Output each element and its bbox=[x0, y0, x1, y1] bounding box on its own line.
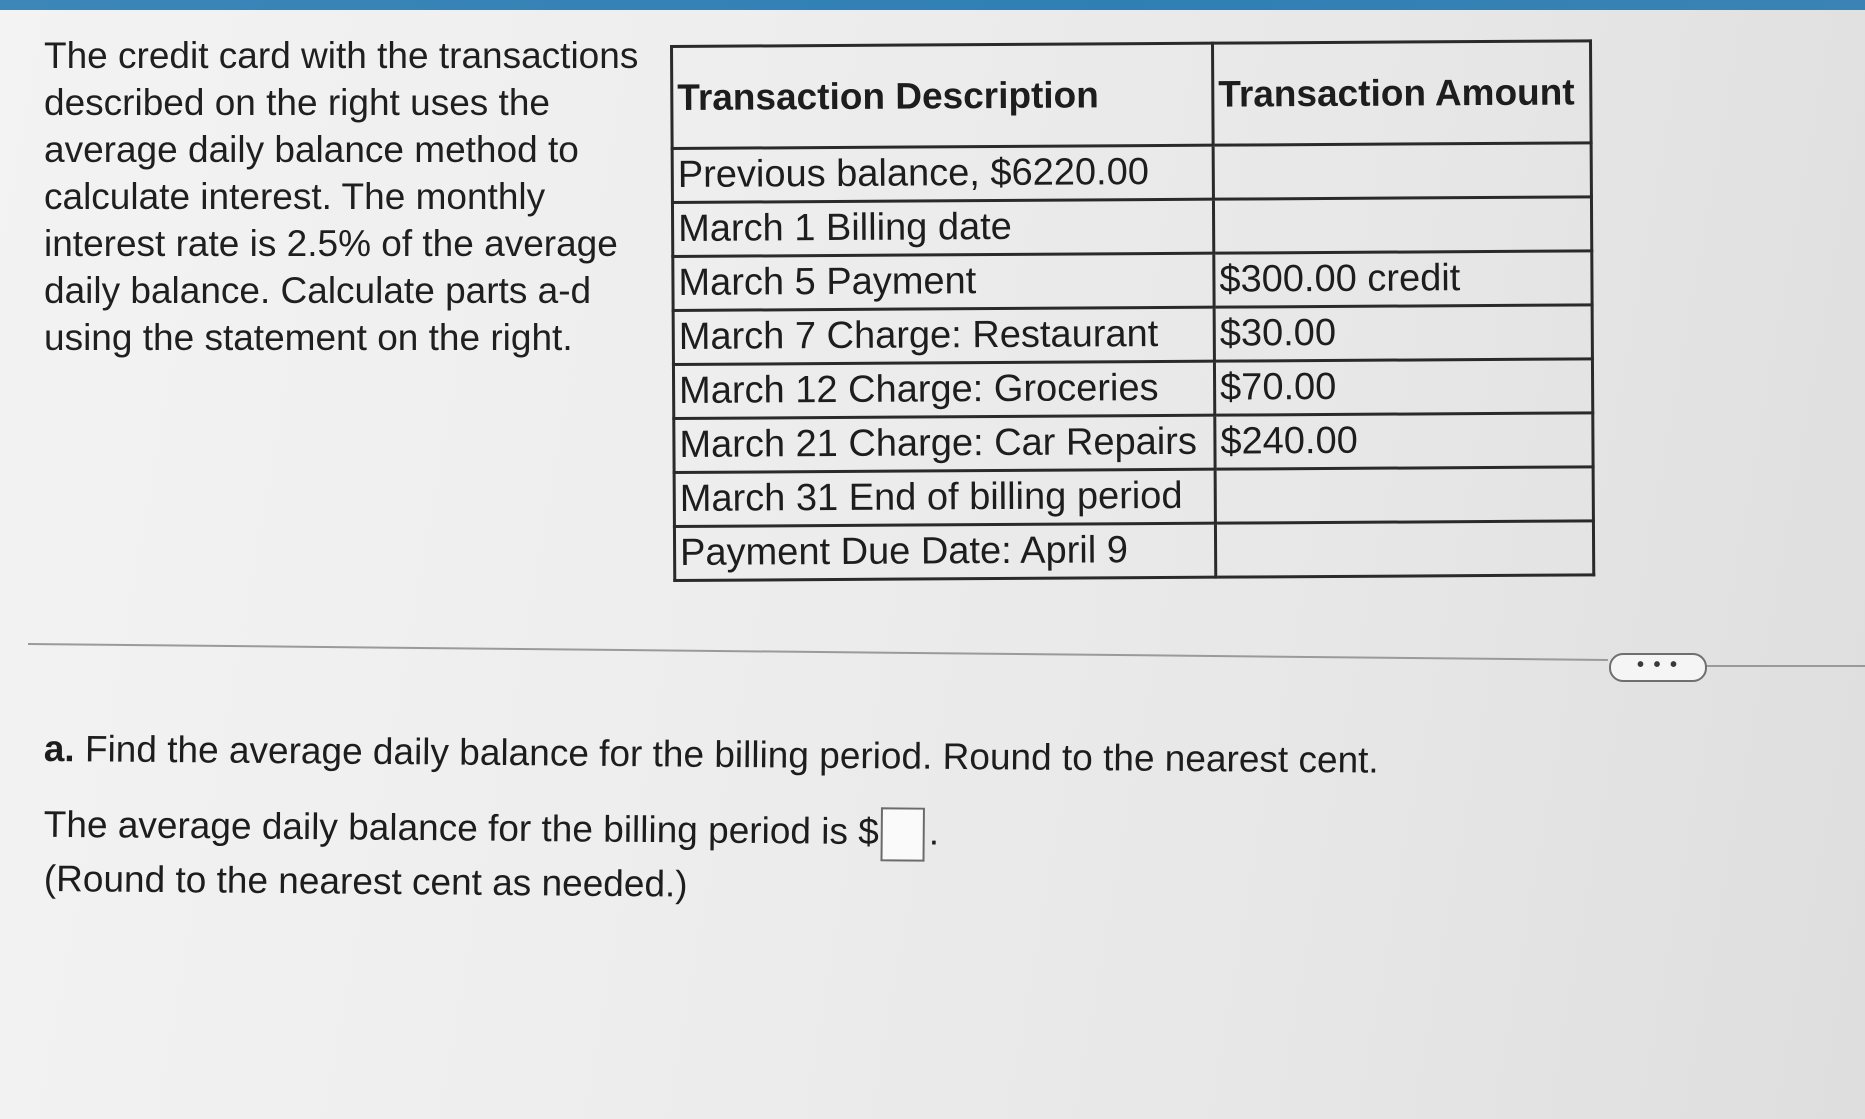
table-row bbox=[674, 521, 1593, 581]
row-description: March 5 Payment bbox=[673, 253, 1214, 310]
answer-prefix: The average daily balance for the billing period is $ bbox=[43, 803, 880, 853]
row-description: Payment Due Date: April 9 bbox=[674, 523, 1215, 580]
transaction-table bbox=[670, 39, 1595, 582]
section-divider-right bbox=[1705, 665, 1865, 667]
table-row bbox=[673, 359, 1592, 419]
row-amount: $30.00 bbox=[1214, 305, 1592, 361]
row-description: March 31 End of billing period bbox=[674, 469, 1215, 526]
row-amount bbox=[1213, 143, 1591, 199]
top-accent-bar bbox=[0, 0, 1865, 10]
row-amount: $70.00 bbox=[1214, 359, 1592, 415]
problem-intro: The credit card with the transactions described on the right uses the average daily balance method to calculate interest. The monthly interest rate is 2.5% of the average daily balance. Calculate parts a-d using the statement on the right. bbox=[44, 35, 639, 358]
table-row bbox=[673, 305, 1592, 365]
table-row bbox=[674, 413, 1593, 473]
header-transaction-amount: Transaction Amount bbox=[1212, 41, 1591, 145]
table-row bbox=[672, 197, 1591, 257]
table-row bbox=[672, 143, 1591, 203]
row-description: Previous balance, $6220.00 bbox=[672, 145, 1213, 202]
row-amount bbox=[1213, 197, 1591, 253]
row-description: March 7 Charge: Restaurant bbox=[673, 307, 1214, 364]
more-options-button[interactable]: • • • bbox=[1609, 653, 1707, 682]
answer-sentence bbox=[44, 800, 940, 862]
answer-input-box[interactable] bbox=[881, 807, 925, 861]
row-description: March 12 Charge: Groceries bbox=[673, 361, 1214, 418]
table-header-row bbox=[672, 41, 1592, 149]
table-row bbox=[673, 251, 1592, 311]
question-text: Find the average daily balance for the billing period. Round to the nearest cent. bbox=[84, 728, 1379, 781]
rounding-hint: (Round to the nearest cent as needed.) bbox=[43, 858, 688, 905]
section-divider bbox=[28, 643, 1608, 661]
header-transaction-description: Transaction Description bbox=[672, 43, 1214, 148]
row-description: March 21 Charge: Car Repairs bbox=[674, 415, 1215, 472]
row-amount: $240.00 bbox=[1215, 413, 1593, 469]
row-amount: $300.00 credit bbox=[1214, 251, 1592, 307]
question-part-label: a. bbox=[43, 728, 75, 770]
row-amount bbox=[1215, 521, 1593, 577]
row-amount bbox=[1215, 467, 1593, 523]
question-part-a bbox=[44, 728, 1379, 782]
table-row bbox=[674, 467, 1593, 527]
answer-suffix: . bbox=[928, 811, 940, 853]
row-description: March 1 Billing date bbox=[672, 199, 1213, 256]
